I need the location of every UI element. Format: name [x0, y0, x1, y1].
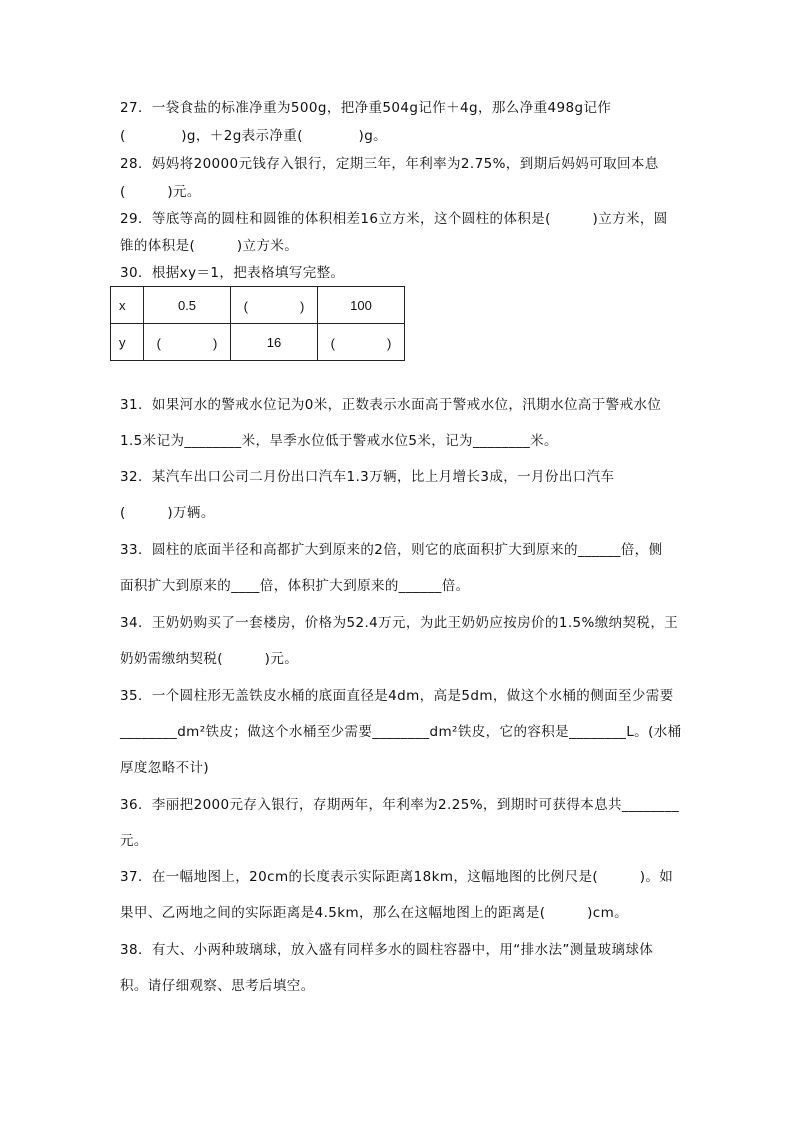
question-37-line-2: 果甲、乙两地之间的实际距离是4.5km，那么在这幅地图上的距离是( )cm。	[120, 905, 629, 921]
question-28-line-1: 28．妈妈将20000元钱存入银行，定期三年，年利率为2.75%，到期后妈妈可取回本息	[120, 156, 659, 172]
question-27-line-2: ( )g，＋2g表示净重( )g。	[120, 128, 388, 144]
question-33-line-1: 33．圆柱的底面半径和高都扩大到原来的2倍，则它的底面积扩大到原来的______倍，侧	[120, 542, 663, 558]
question-31-line-1: 31．如果河水的警戒水位记为0米，正数表示水面高于警戒水位，汛期水位高于警戒水位	[120, 397, 662, 413]
table-cell: 0.5	[144, 287, 231, 324]
table-cell: y	[111, 324, 144, 361]
question-36-line-1: 36．李丽把2000元存入银行，存期两年，年利率为2.25%，到期时可获得本息共________	[120, 797, 680, 813]
question-34-line-1: 34．王奶奶购买了一套楼房，价格为52.4万元，为此王奶奶应按房价的1.5%缴纳契税，王	[120, 615, 679, 631]
question-38-line-1: 38．有大、小两种玻璃球，放入盛有同样多水的圆柱容器中，用“排水法”测量玻璃球体	[120, 942, 654, 958]
table-cell-blank[interactable]: ( )	[318, 324, 405, 361]
question-35-line-1: 35．一个圆柱形无盖铁皮水桶的底面直径是4dm，高是5dm，做这个水桶的侧面至少需要	[120, 688, 674, 704]
xy-table	[110, 286, 405, 361]
question-30-line-1: 30．根据xy＝1，把表格填写完整。	[120, 265, 345, 281]
question-31-line-2: 1.5米记为________米，旱季水位低于警戒水位5米，记为________米。	[120, 433, 558, 449]
table-cell: x	[111, 287, 144, 324]
question-38-line-2: 积。请仔细观察、思考后填空。	[120, 978, 315, 994]
question-34-line-2: 奶奶需缴纳契税( )元。	[120, 651, 299, 667]
question-35-line-3: 厚度忽略不计)	[120, 760, 210, 776]
question-27-line-1: 27．一袋食盐的标准净重为500g，把净重504g记作＋4g，那么净重498g记作	[120, 100, 612, 116]
question-32-line-2: ( )万辆。	[120, 505, 215, 521]
table-row-y	[111, 324, 405, 361]
question-28-line-2: ( )元。	[120, 184, 201, 200]
question-32-line-1: 32．某汽车出口公司二月份出口汽车1.3万辆，比上月增长3成，一月份出口汽车	[120, 469, 615, 485]
question-37-line-1: 37．在一幅地图上，20cm的长度表示实际距离18km，这幅地图的比例尺是( )。如	[120, 869, 674, 885]
question-33-line-2: 面积扩大到原来的____倍，体积扩大到原来的______倍。	[120, 578, 470, 594]
table-cell-blank[interactable]: ( )	[231, 287, 318, 324]
question-36-line-2: 元。	[120, 833, 148, 849]
table-cell-blank[interactable]: ( )	[144, 324, 231, 361]
question-29-line-2: 锥的体积是( )立方米。	[120, 238, 299, 254]
table-row-x	[111, 287, 405, 324]
question-35-line-2: ________dm²铁皮；做这个水桶至少需要________dm²铁皮，它的容积是________L。(水桶	[120, 724, 682, 740]
table-cell: 16	[231, 324, 318, 361]
table-cell: 100	[318, 287, 405, 324]
question-29-line-1: 29．等底等高的圆柱和圆锥的体积相差16立方米，这个圆柱的体积是( )立方米，圆	[120, 211, 668, 227]
